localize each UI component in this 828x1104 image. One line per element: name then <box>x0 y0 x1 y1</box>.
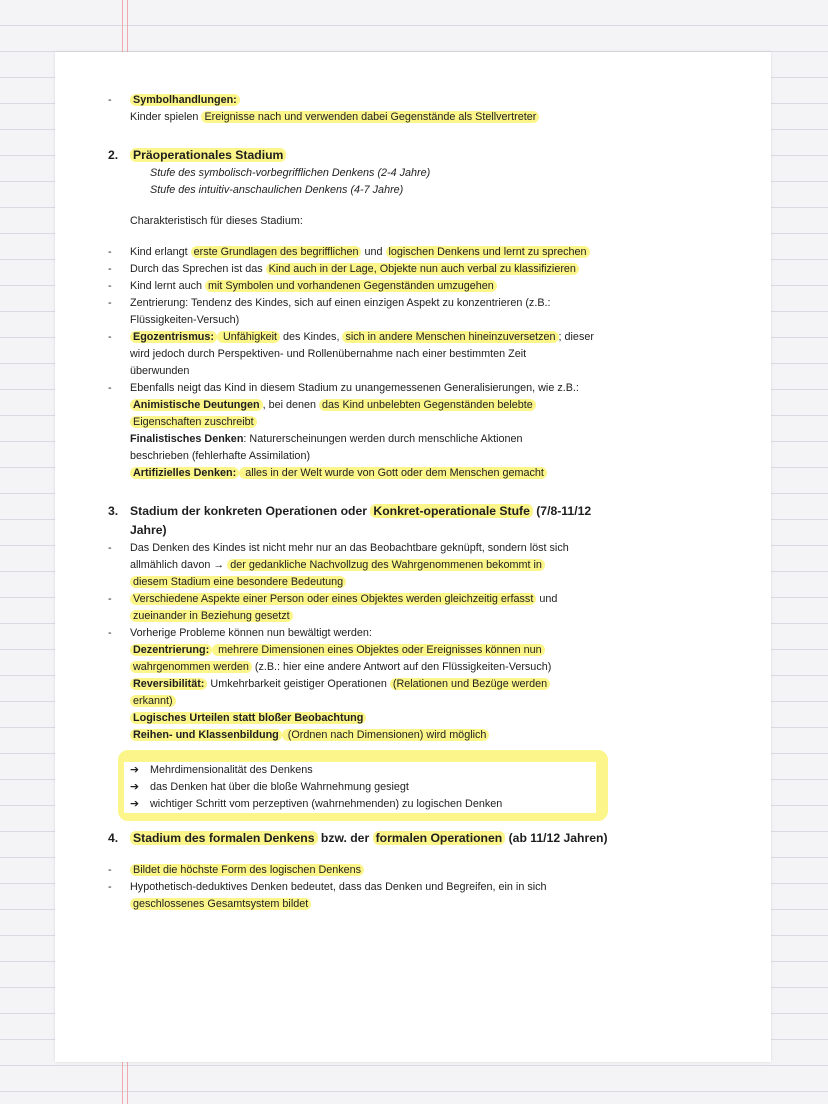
text-line: Kinder spielen Ereignisse nach und verwenden dabei Gegenstände als Stellvertreter <box>108 109 608 126</box>
section-heading-2: 2. Präoperationales Stadium <box>108 146 608 165</box>
list-item: - Zentrierung: Tendenz des Kindes, sich auf einen einzigen Aspekt zu konzentrieren (z.B.: Flüssigkeiten-Versuch) <box>108 297 551 326</box>
list-item: - Bildet die höchste Form des logischen Denkens <box>108 862 608 879</box>
summary-item: ➔ das Denken hat über die bloße Wahrnehmung gesiegt <box>128 779 592 796</box>
summary-item: ➔ Mehrdimensionalität des Denkens <box>128 762 592 779</box>
section-heading-3: 3. Stadium der konkreten Operationen oder Konkret-operationale Stufe (7/8-11/12 Jahre) <box>108 504 592 537</box>
list-item: - Vorherige Probleme können nun bewältigt werden: Dezentrierung: mehrere Dimensionen eines Objektes oder Ereignisses können nun wahrgenommen werden (z.B.: hier eine andere Antwort auf den Flüssigkeiten-Versuch) Reversibilität: Umkehrbarkeit geistiger Operationen (Relationen und Bezüge werden erkannt) Logisches Urteilen statt bloßer Beobachtung Reihen- und Klassenbildung (Ordnen nach Dimensionen) wird möglich <box>108 627 552 741</box>
arrow-right-icon: ➔ <box>130 781 140 793</box>
list-item: - Hypothetisch-deduktives Denken bedeutet, dass das Denken und Begreifen, ein in sich geschlossenes Gesamtsystem bildet <box>108 881 547 910</box>
list-item: - Kind lernt auch mit Symbolen und vorhandenen Gegenständen umzugehen <box>108 278 608 295</box>
list-item: - Verschiedene Aspekte einer Person oder eines Objektes werden gleichzeitig erfasst und zueinander in Beziehung gesetzt <box>108 593 558 622</box>
subtitle: Stufe des symbolisch-vorbegrifflichen Denkens (2-4 Jahre) <box>150 167 431 179</box>
summary-item: ➔ wichtiger Schritt vom perzeptiven (wahrnehmenden) zu logischen Denken <box>128 796 592 813</box>
list-item: - Das Denken des Kindes ist nicht mehr nur an das Beobachtbare geknüpft, sondern löst sich allmählich davon → der gedankliche Nachvollzug des Wahrgenommenen bekommt in diesem Stadium eine besondere Bedeutung <box>108 542 569 588</box>
document-content <box>108 92 608 913</box>
highlight: Ereignisse nach und verwenden dabei Gegenstände als Stellvertreter <box>201 111 539 123</box>
list-item: - Ebenfalls neigt das Kind in diesem Stadium zu unangemessenen Generalisierungen, wie z.B.: Animistische Deutungen , bei denen das Kind unbelebten Gegenständen belebte Eigenschaften zuschreibt Finalistisches Denken: Naturerscheinungen werden durch menschliche Aktionen beschrieben (fehlerhafte Assimilation) Artifizielles Denken: alles in der Welt wurde von Gott oder dem Menschen gemacht <box>108 382 579 479</box>
list-item: - Durch das Sprechen ist das Kind auch in der Lage, Objekte nun auch verbal zu klassifizieren <box>108 261 608 278</box>
section-heading-4: 4. Stadium des formalen Denkens bzw. der formalen Operationen (ab 11/12 Jahren) <box>108 831 608 845</box>
arrow-right-icon: ➔ <box>130 798 140 810</box>
term-label: Symbolhandlungen: <box>130 94 240 106</box>
intro-text: Charakteristisch für dieses Stadium: <box>130 215 303 227</box>
list-item: - Kind erlangt erste Grundlagen des begrifflichen und logischen Denkens und lernt zu sprechen <box>108 244 608 261</box>
subtitle: Stufe des intuitiv-anschaulichen Denkens (4-7 Jahre) <box>150 184 404 196</box>
bullet-symbolhandlungen: - Symbolhandlungen: <box>108 92 608 109</box>
summary-box <box>118 750 608 821</box>
arrow-right-icon: ➔ <box>130 764 140 776</box>
list-item: - Egozentrismus: Unfähigkeit des Kindes, sich in andere Menschen hineinzuversetzen ; dieser wird jedoch durch Perspektiven- und Rollenübernahme nach einer bestimmten Zeit überwunden <box>108 331 594 377</box>
